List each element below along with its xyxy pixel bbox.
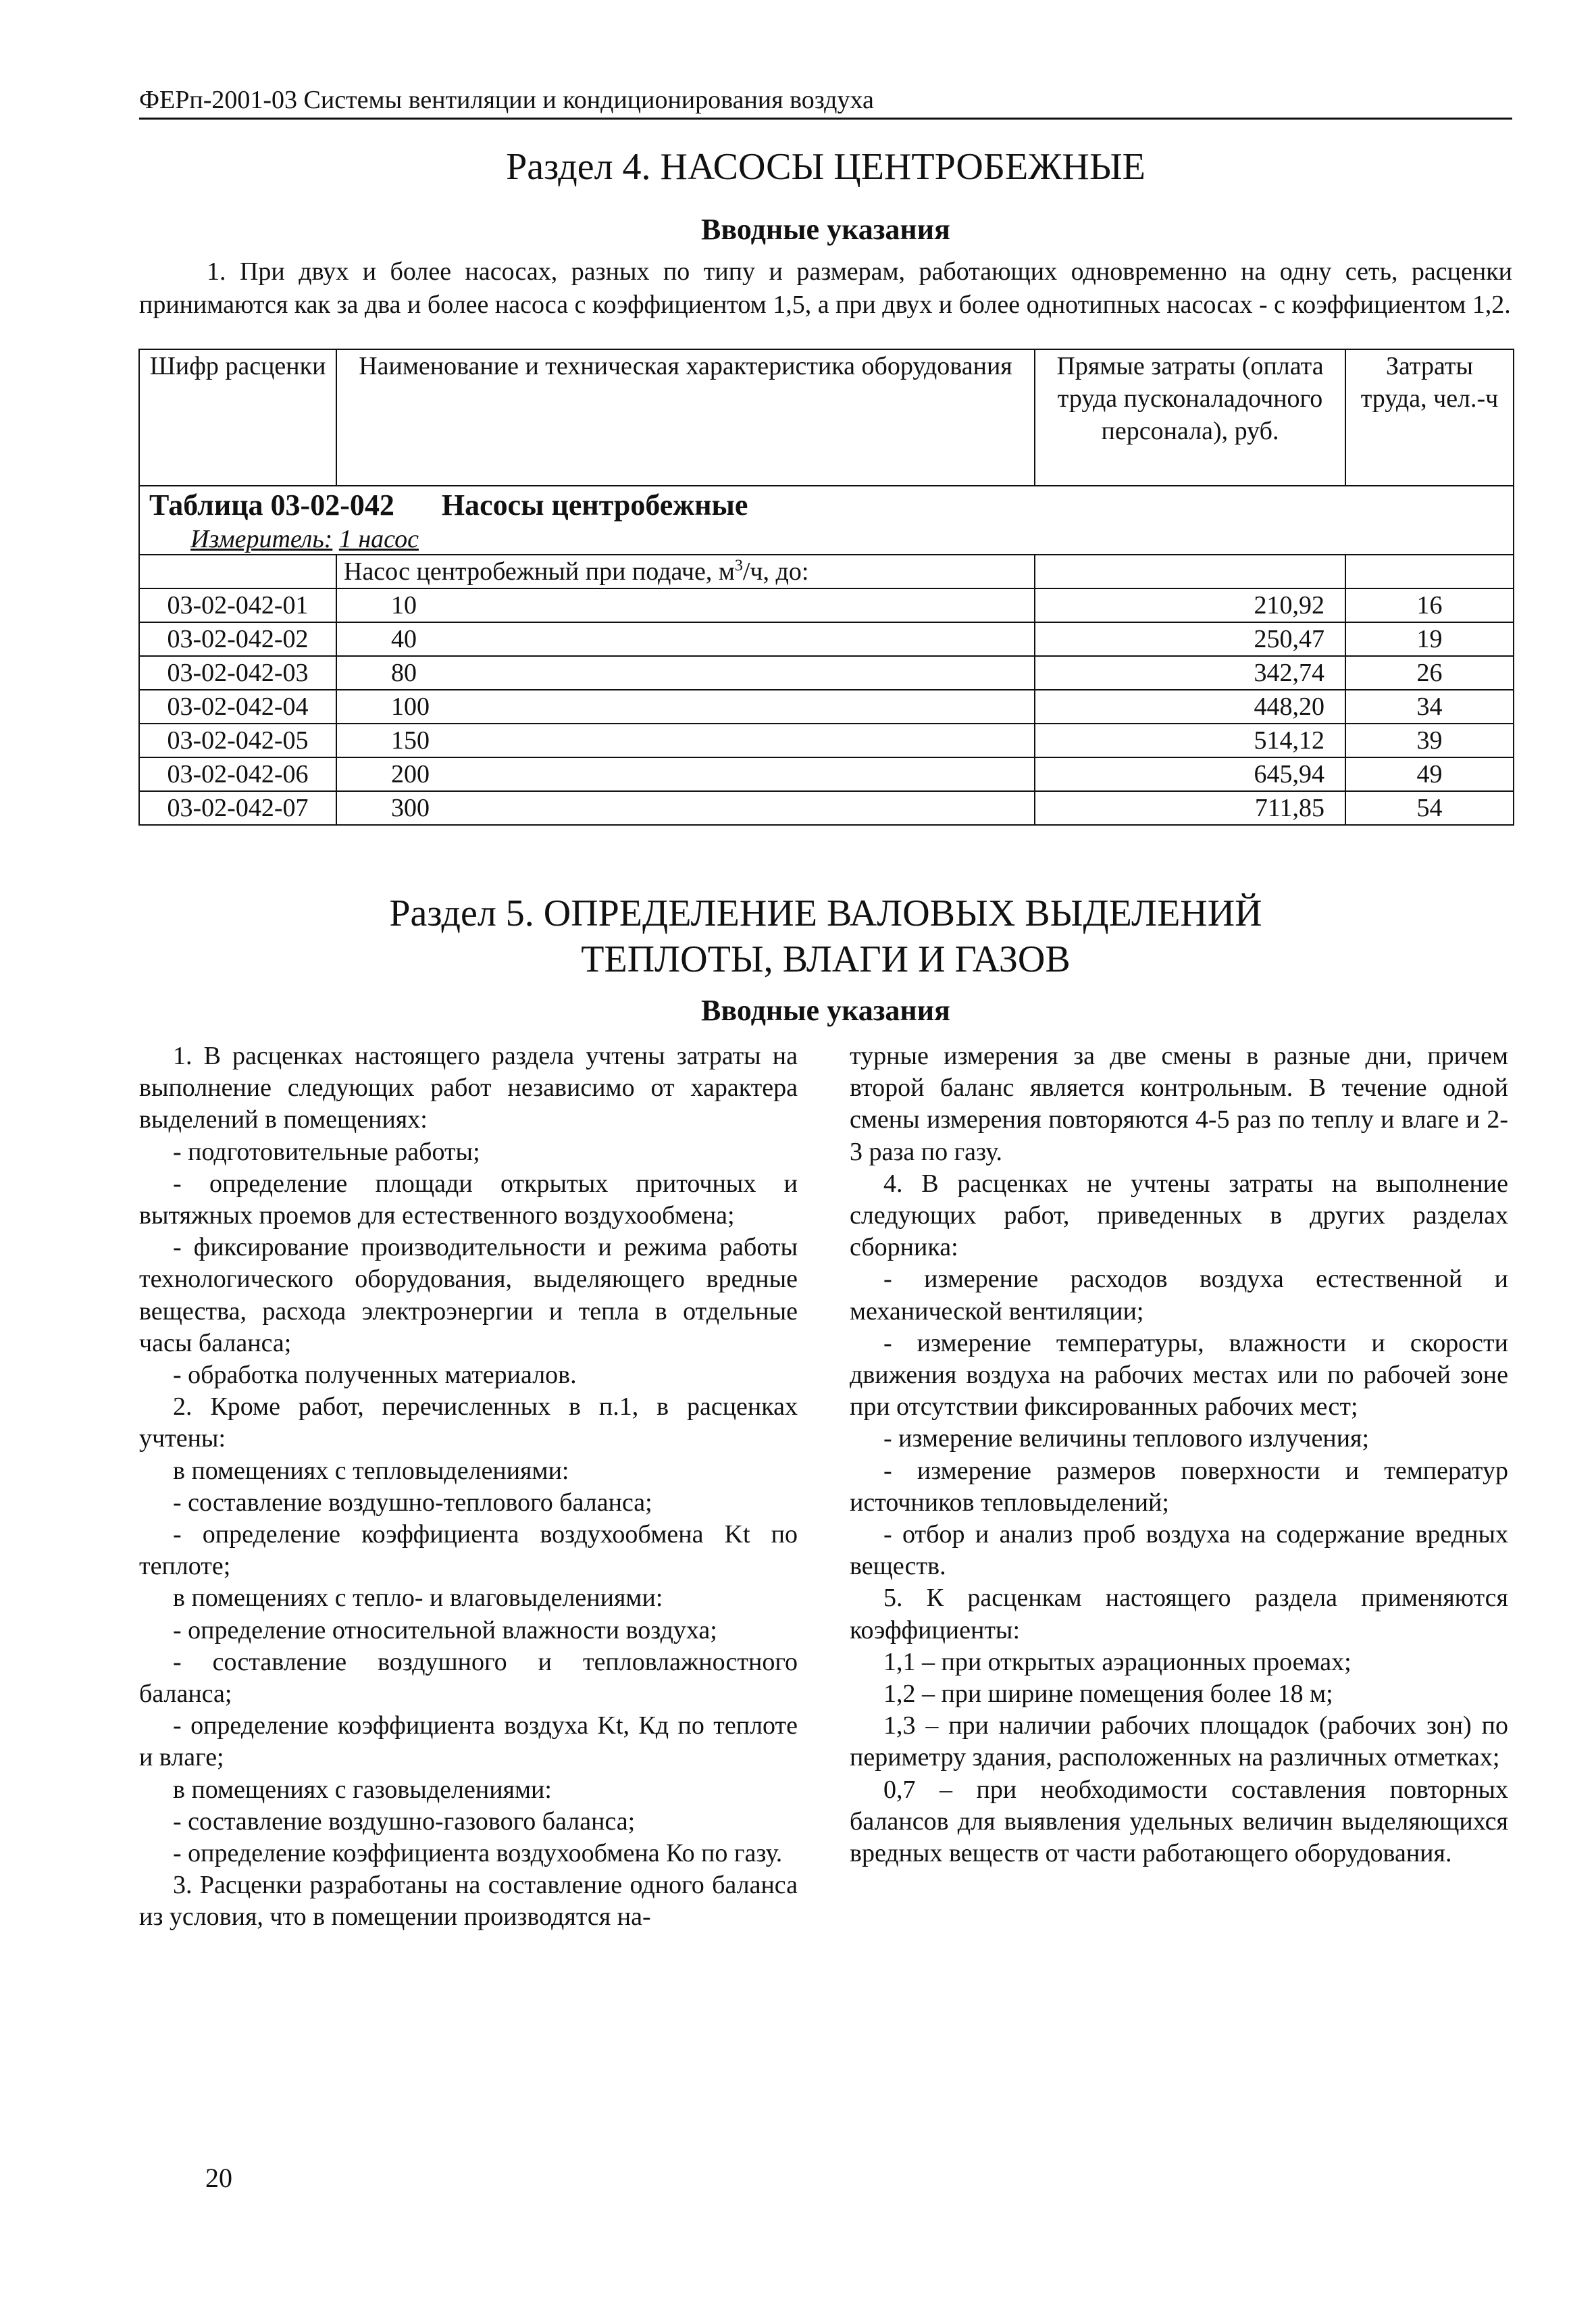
cell-labor-costs: 39 [1345, 724, 1514, 757]
rates-table [138, 349, 1514, 826]
right-column-paragraph: 4. В расценках не учтены затраты на выполнение следующих работ, приведенных в других разделах сборника: [850, 1169, 1508, 1262]
right-column-paragraph: - отбор и анализ проб воздуха на содержание вредных веществ. [850, 1520, 1508, 1581]
left-column-paragraph: - составление воздушно-газового баланса; [173, 1807, 636, 1836]
table-number: Таблица 03-02-042 [149, 488, 394, 522]
table-header-row [139, 349, 1514, 486]
page-header: ФЕРп-2001-03 Системы вентиляции и кондиционирования воздуха [139, 86, 1512, 120]
cell-code: 03-02-042-04 [139, 690, 336, 724]
cell-labor-costs: 34 [1345, 690, 1514, 724]
section-4-intro-heading: Вводные указания [701, 213, 950, 246]
left-column-paragraph: 3. Расценки разработаны на составление одного баланса из условия, что в помещении производятся на- [139, 1871, 798, 1932]
cell-direct-costs: 711,85 [1035, 791, 1345, 825]
header-name: Наименование и техническая характеристика оборудования [336, 349, 1035, 486]
section-5-left-column [139, 1040, 798, 1934]
cell-direct-costs: 210,92 [1035, 588, 1345, 622]
left-column-paragraph: - определение относительной влажности воздуха; [173, 1615, 717, 1644]
cell-code: 03-02-042-01 [139, 588, 336, 622]
section-5-right-column [850, 1040, 1508, 1869]
header-code: Шифр расценки [139, 349, 336, 486]
table-name: Насосы центробежные [441, 488, 748, 522]
cell-direct-costs: 342,74 [1035, 656, 1345, 690]
left-column-paragraph: - определение коэффициента воздуха Kt, Кд по теплоте и влаге; [139, 1711, 798, 1772]
section-5-title-line2: ТЕПЛОТЫ, ВЛАГИ И ГАЗОВ [581, 938, 1071, 980]
cell-labor-costs: 26 [1345, 656, 1514, 690]
cell-direct-costs: 448,20 [1035, 690, 1345, 724]
right-column-paragraph: - измерение расходов воздуха естественной и механической вентиляции; [850, 1265, 1508, 1326]
left-column-paragraph: - подготовительные работы; [173, 1137, 480, 1166]
table-row [139, 690, 1514, 724]
left-column-paragraph: - определение коэффициента воздухообмена Ко по газу. [173, 1839, 783, 1868]
cell-name: 10 [336, 588, 1035, 622]
cell-name: 40 [336, 622, 1035, 656]
table-row [139, 757, 1514, 791]
header-labor-costs: Затраты труда, чел.-ч [1345, 349, 1514, 486]
table-row [139, 724, 1514, 757]
group-label: Насос центробежный при подаче, $м^3/ч$, до: [336, 555, 1035, 588]
cell-code: 03-02-042-02 [139, 622, 336, 656]
page-number: 20 [205, 2163, 232, 2193]
left-column-paragraph: в помещениях с газовыделениями: [173, 1775, 552, 1804]
table-row [139, 622, 1514, 656]
right-column-paragraph: 5. К расценкам настоящего раздела применяются коэффициенты: [850, 1584, 1508, 1644]
right-column-paragraph: 1,2 – при ширине помещения более 18 м; [883, 1680, 1333, 1709]
cell-direct-costs: 250,47 [1035, 622, 1345, 656]
left-column-paragraph: - составление воздушного и тепловлажностного баланса; [139, 1647, 798, 1709]
cell-name: 80 [336, 656, 1035, 690]
left-column-paragraph: 2. Кроме работ, перечисленных в п.1, в расценках учтены: [139, 1392, 798, 1453]
right-column-paragraph: 0,7 – при необходимости составления повторных балансов для выявления удельных величин выделяющихся вредных веществ от части работающего оборудования. [850, 1775, 1508, 1868]
cell-labor-costs: 16 [1345, 588, 1514, 622]
right-column-paragraph: - измерение величины теплового излучения; [883, 1424, 1370, 1453]
table-row [139, 588, 1514, 622]
right-column-continuation: турные измерения за две смены в разные дни, причем второй баланс является контрольным. В течение одной смены измерения повторяются 4-5 раз по теплу и влаге и 2-3 раза по газу. [850, 1042, 1508, 1166]
left-column-paragraph: - составление воздушно-теплового баланса; [173, 1488, 652, 1517]
section-5-title-line1: Раздел 5. ОПРЕДЕЛЕНИЕ ВАЛОВЫХ ВЫДЕЛЕНИЙ [389, 892, 1262, 934]
cell-name: 300 [336, 791, 1035, 825]
table-row [139, 656, 1514, 690]
cell-code: 03-02-042-07 [139, 791, 336, 825]
table-measure [140, 524, 1513, 554]
section-5-intro-heading: Вводные указания [701, 994, 950, 1027]
header-direct-costs: Прямые затраты (оплата труда пусконаладочного персонала), руб. [1035, 349, 1345, 486]
left-column-paragraph: - обработка полученных материалов. [173, 1361, 577, 1390]
table-caption [140, 486, 1513, 524]
measure-label: Измеритель: [190, 525, 333, 553]
cell-name: 200 [336, 757, 1035, 791]
section-4-title: Раздел 4. НАСОСЫ ЦЕНТРОБЕЖНЫЕ [506, 146, 1145, 188]
left-column-paragraph: в помещениях с тепло- и влаговыделениями: [173, 1584, 663, 1613]
cell-labor-costs: 49 [1345, 757, 1514, 791]
cell-labor-costs: 19 [1345, 622, 1514, 656]
left-column-paragraph: в помещениях с тепловыделениями: [173, 1456, 569, 1485]
cell-name: 150 [336, 724, 1035, 757]
left-column-paragraph: - определение коэффициента воздухообмена Kt по теплоте; [139, 1520, 798, 1581]
right-column-paragraph: - измерение размеров поверхности и температур источников тепловыделений; [850, 1456, 1508, 1517]
measure-value: 1 насос [338, 525, 419, 553]
cell-labor-costs: 54 [1345, 791, 1514, 825]
left-column-paragraph: - фиксирование производительности и режима работы технологического оборудования, выделяющего вредные вещества, расхода электроэнергии и тепла в отдельные часы баланса; [139, 1233, 798, 1357]
left-column-paragraph: - определение площади открытых приточных и вытяжных проемов для естественного воздухообмена; [139, 1169, 798, 1230]
cell-code: 03-02-042-03 [139, 656, 336, 690]
table-row [139, 791, 1514, 825]
cell-code: 03-02-042-05 [139, 724, 336, 757]
right-column-paragraph: 1,3 – при наличии рабочих площадок (рабочих зон) по периметру здания, расположенных на различных отметках; [850, 1711, 1508, 1772]
table-caption-row [139, 486, 1514, 555]
cell-code: 03-02-042-06 [139, 757, 336, 791]
left-column-paragraph: 1. В расценках настоящего раздела учтены затраты на выполнение следующих работ независимо от характера выделений в помещениях: [139, 1042, 798, 1134]
table-group-row [139, 555, 1514, 588]
cell-name: 100 [336, 690, 1035, 724]
cell-direct-costs: 514,12 [1035, 724, 1345, 757]
cell-direct-costs: 645,94 [1035, 757, 1345, 791]
right-column-paragraph: 1,1 – при открытых аэрационных проемах; [883, 1647, 1352, 1676]
section-4-intro-text: 1. При двух и более насосах, разных по типу и размерам, работающих одновременно на одну сеть, расценки принимаются как за два и более насоса с коэффициентом 1,5, а при двух и более однотипных насосах - с коэффициентом 1,2. [139, 257, 1512, 319]
right-column-paragraph: - измерение температуры, влажности и скорости движения воздуха на рабочих местах или по рабочей зоне при отсутствии фиксированных рабочих мест; [850, 1328, 1508, 1422]
